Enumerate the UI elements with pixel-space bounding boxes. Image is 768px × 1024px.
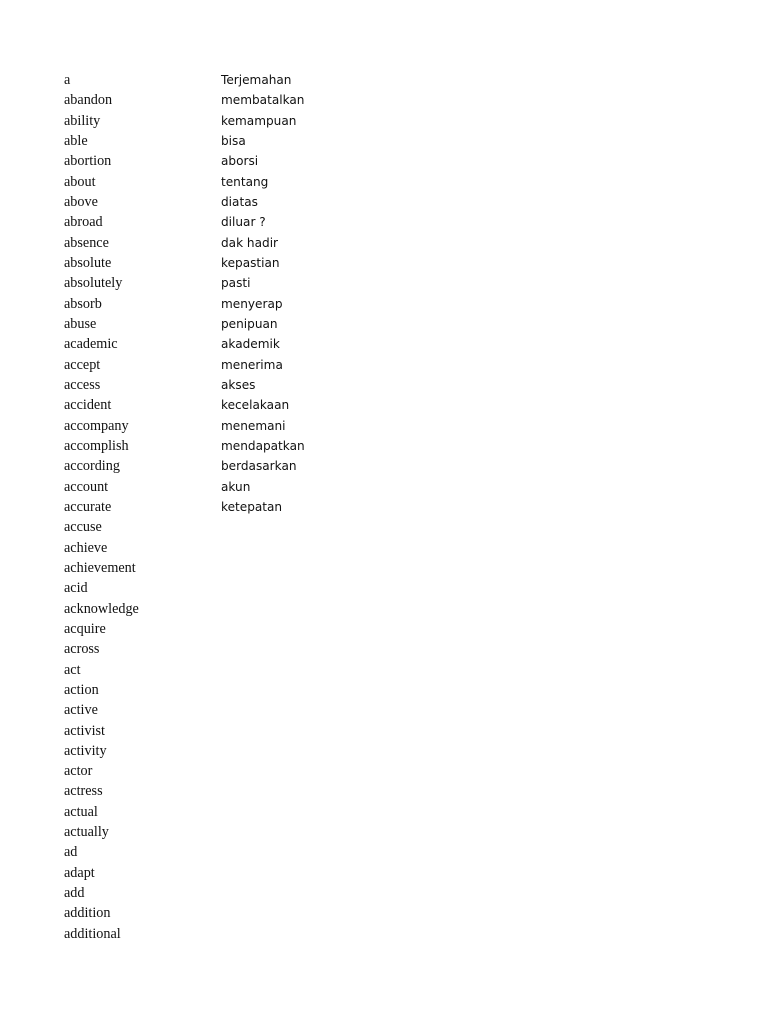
vocabulary-row: [64, 721, 764, 741]
english-word: accept: [64, 356, 101, 373]
vocabulary-row: [64, 70, 764, 90]
english-word: additional: [64, 925, 121, 942]
vocabulary-row: [64, 395, 764, 415]
english-word: add: [64, 885, 85, 902]
english-word: about: [64, 173, 96, 190]
vocabulary-row: [64, 375, 764, 395]
english-word: according: [64, 458, 120, 475]
english-word: absence: [64, 234, 109, 251]
english-word: actress: [64, 783, 103, 800]
english-word: accomplish: [64, 437, 129, 454]
english-word: activity: [64, 742, 107, 759]
english-word: able: [64, 132, 88, 149]
indonesian-translation: pasti: [221, 276, 251, 291]
english-word: abuse: [64, 315, 97, 332]
english-word: acknowledge: [64, 600, 139, 617]
vocabulary-row: [64, 558, 764, 578]
vocabulary-list: [64, 70, 764, 944]
indonesian-translation: dak hadir: [221, 235, 279, 250]
indonesian-translation: diluar ?: [221, 215, 266, 230]
vocabulary-row: [64, 883, 764, 903]
english-word: absolute: [64, 254, 112, 271]
indonesian-translation: akun: [221, 479, 251, 494]
indonesian-translation: menerima: [221, 357, 283, 372]
english-word: account: [64, 478, 109, 495]
indonesian-translation: akademik: [221, 337, 280, 352]
vocabulary-row: [64, 497, 764, 517]
vocabulary-row: [64, 680, 764, 700]
indonesian-translation: diatas: [221, 194, 258, 209]
english-word: achieve: [64, 539, 108, 556]
vocabulary-row: [64, 477, 764, 497]
vocabulary-row: [64, 863, 764, 883]
vocabulary-row: [64, 924, 764, 944]
vocabulary-row: [64, 538, 764, 558]
english-word: actually: [64, 824, 109, 841]
english-word: abandon: [64, 92, 113, 109]
english-word: across: [64, 641, 100, 658]
english-word: action: [64, 681, 99, 698]
english-word: abroad: [64, 214, 103, 231]
english-word: act: [64, 661, 81, 678]
english-word: active: [64, 702, 98, 719]
english-word: absorb: [64, 295, 102, 312]
english-word: adapt: [64, 864, 95, 881]
english-word: acid: [64, 580, 88, 597]
indonesian-translation: bisa: [221, 133, 246, 148]
vocabulary-row: [64, 517, 764, 537]
english-word: above: [64, 193, 98, 210]
vocabulary-row: [64, 903, 764, 923]
indonesian-translation: menyerap: [221, 296, 283, 311]
vocabulary-row: [64, 619, 764, 639]
english-word: access: [64, 376, 101, 393]
indonesian-translation: ketepatan: [221, 499, 283, 514]
english-word: acquire: [64, 620, 106, 637]
indonesian-translation: penipuan: [221, 316, 278, 331]
english-word: achievement: [64, 559, 136, 576]
vocabulary-row: [64, 111, 764, 131]
vocabulary-row: [64, 192, 764, 212]
english-word: accuse: [64, 519, 102, 536]
indonesian-translation: Terjemahan: [221, 73, 292, 87]
vocabulary-row: [64, 436, 764, 456]
english-word: actor: [64, 763, 93, 780]
vocabulary-row: [64, 578, 764, 598]
english-word: ability: [64, 112, 101, 129]
vocabulary-row: [64, 253, 764, 273]
vocabulary-row: [64, 842, 764, 862]
vocabulary-row: [64, 822, 764, 842]
indonesian-translation: membatalkan: [221, 93, 305, 108]
indonesian-translation: kemampuan: [221, 113, 297, 128]
vocabulary-row: [64, 761, 764, 781]
english-word: ad: [64, 844, 78, 861]
vocabulary-row: [64, 741, 764, 761]
vocabulary-row: [64, 355, 764, 375]
vocabulary-row: [64, 416, 764, 436]
english-word: abortion: [64, 153, 112, 170]
indonesian-translation: akses: [221, 377, 256, 392]
indonesian-translation: aborsi: [221, 154, 259, 169]
vocabulary-row: [64, 802, 764, 822]
english-word: a: [64, 72, 71, 88]
english-word: accurate: [64, 498, 112, 515]
vocabulary-row: [64, 90, 764, 110]
english-word: absolutely: [64, 275, 123, 292]
english-word: accident: [64, 397, 112, 414]
english-word: academic: [64, 336, 118, 353]
vocabulary-row: [64, 233, 764, 253]
english-word: accompany: [64, 417, 129, 434]
vocabulary-row: [64, 334, 764, 354]
english-word: addition: [64, 905, 111, 922]
vocabulary-row: [64, 639, 764, 659]
indonesian-translation: menemani: [221, 418, 286, 433]
indonesian-translation: mendapatkan: [221, 438, 305, 453]
vocabulary-row: [64, 172, 764, 192]
vocabulary-row: [64, 456, 764, 476]
vocabulary-row: [64, 314, 764, 334]
vocabulary-row: [64, 151, 764, 171]
vocabulary-row: [64, 599, 764, 619]
vocabulary-row: [64, 781, 764, 801]
vocabulary-row: [64, 212, 764, 232]
vocabulary-row: [64, 131, 764, 151]
vocabulary-row: [64, 700, 764, 720]
indonesian-translation: kepastian: [221, 255, 280, 270]
indonesian-translation: berdasarkan: [221, 459, 297, 474]
indonesian-translation: kecelakaan: [221, 398, 290, 413]
vocabulary-row: [64, 294, 764, 314]
english-word: activist: [64, 722, 105, 739]
english-word: actual: [64, 803, 98, 820]
vocabulary-row: [64, 273, 764, 293]
vocabulary-row: [64, 660, 764, 680]
indonesian-translation: tentang: [221, 174, 269, 189]
